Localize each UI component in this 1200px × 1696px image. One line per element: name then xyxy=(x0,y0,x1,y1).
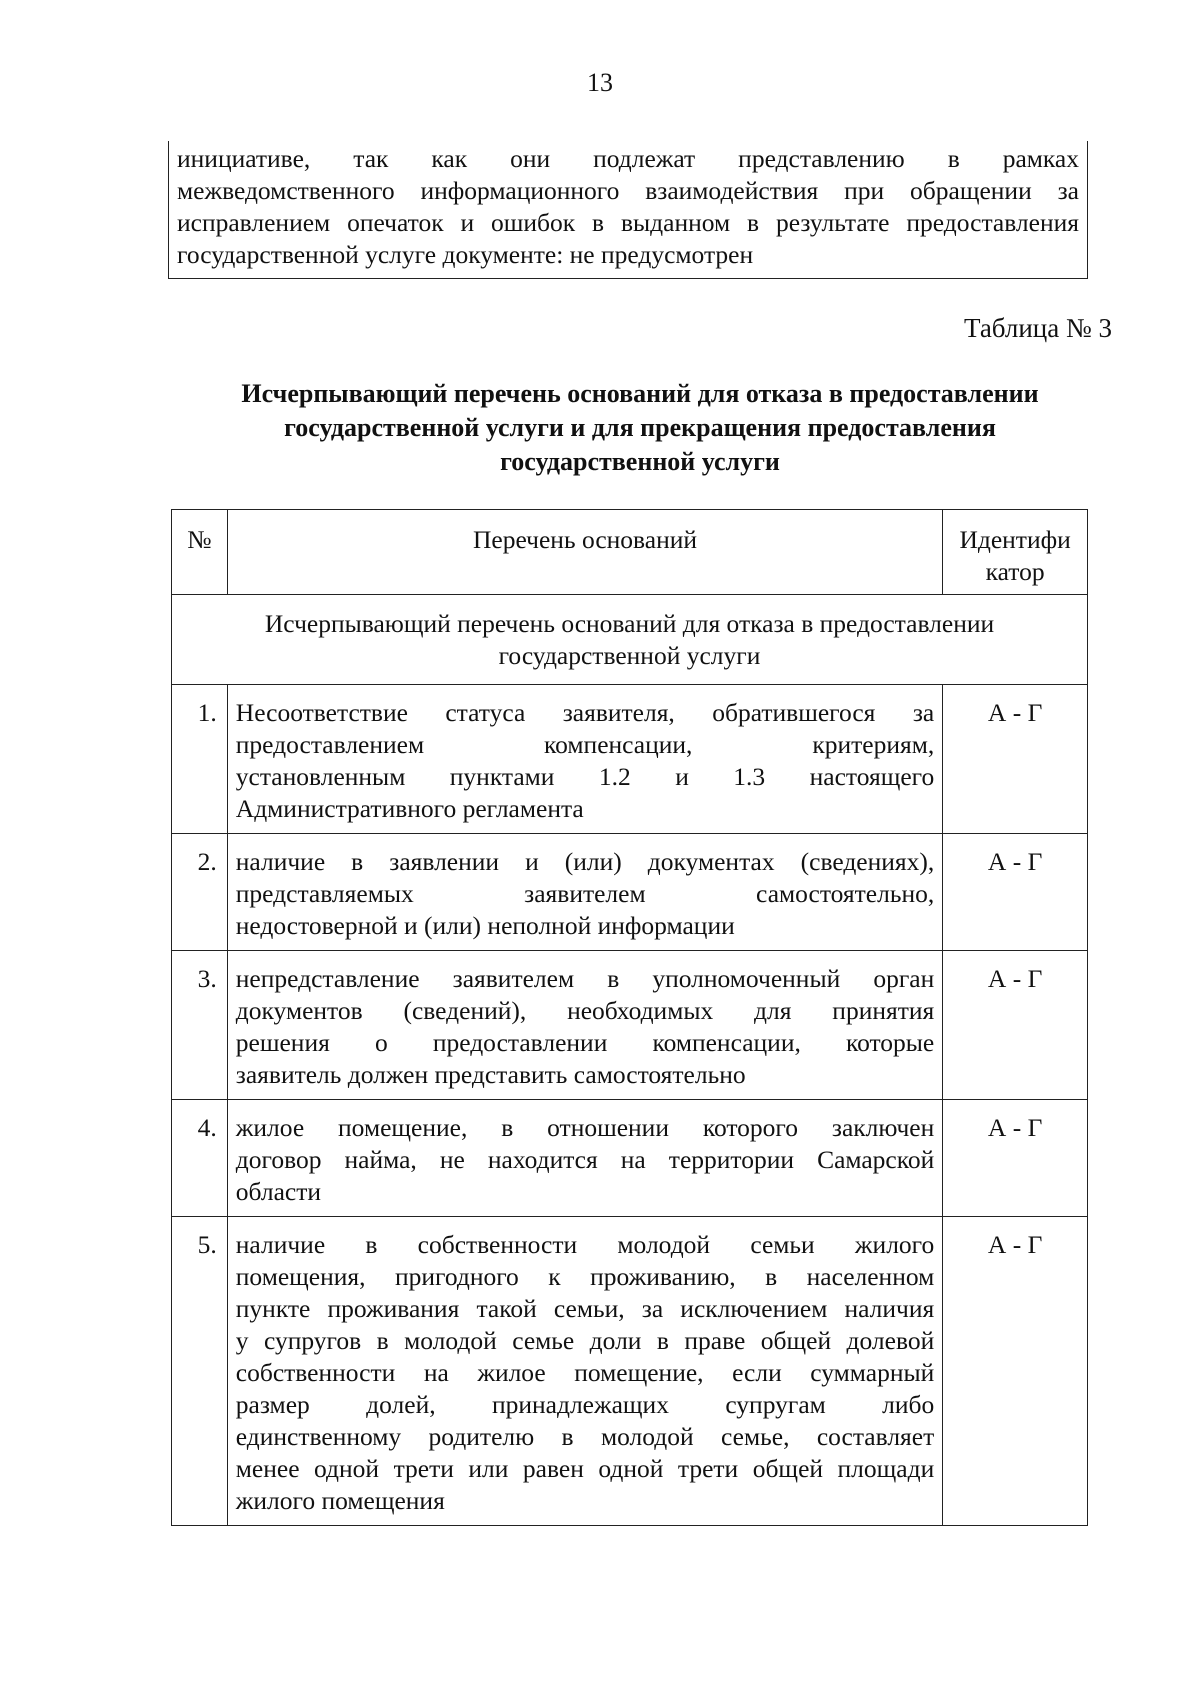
row-text-line: жилого помещения xyxy=(235,1486,445,1515)
row-text-line: области xyxy=(235,1177,322,1206)
row-text-line: наличие в собственности молодой семьи жилого xyxy=(235,1230,935,1259)
row-identifier: А - Г xyxy=(943,951,1088,1100)
row-text-line: Несоответствие статуса заявителя, обратившегося за xyxy=(235,698,935,727)
row-identifier: А - Г xyxy=(943,1100,1088,1217)
row-text-line: установленным пунктами 1.2 и 1.3 настоящего xyxy=(235,762,935,791)
table-header-row xyxy=(172,510,1088,595)
continuation-text-box xyxy=(168,141,1088,279)
row-text-line: договор найма, не находится на территории Самарской xyxy=(235,1145,935,1174)
header-grounds: Перечень оснований xyxy=(227,510,942,595)
continuation-line: межведомственного информационного взаимодействия при обращении за xyxy=(177,176,1079,205)
row-text xyxy=(227,834,942,951)
continuation-line: государственной услуге документе: не предусмотрен xyxy=(177,240,754,269)
header-identifier-line: Идентифи xyxy=(959,525,1071,554)
row-text-line: решения о предоставлении компенсации, которые xyxy=(235,1028,935,1057)
row-text-line: менее одной трети или равен одной трети общей площади xyxy=(235,1454,935,1483)
row-text-line: жилое помещение, в отношении которого заключен xyxy=(235,1113,935,1142)
row-number: 3. xyxy=(172,951,228,1100)
row-identifier: А - Г xyxy=(943,685,1088,834)
row-text xyxy=(227,685,942,834)
continuation-line: инициативе, так как они подлежат представлению в рамках xyxy=(177,144,1079,173)
section-heading xyxy=(172,595,1088,685)
row-text-line: собственности на жилое помещение, если суммарный xyxy=(235,1358,935,1387)
row-text-line: у супругов в молодой семье доли в праве общей долевой xyxy=(235,1326,935,1355)
row-text-line: единственному родителю в молодой семье, составляет xyxy=(235,1422,935,1451)
header-identifier-line: катор xyxy=(985,557,1045,586)
table-row xyxy=(172,1217,1088,1526)
row-text-line: помещения, пригодного к проживанию, в населенном xyxy=(235,1262,935,1291)
row-text-line: представляемых заявителем самостоятельно, xyxy=(235,879,935,908)
section-heading-line: государственной услуги xyxy=(498,641,761,670)
row-identifier: А - Г xyxy=(943,1217,1088,1526)
row-text-line: пункте проживания такой семьи, за исключением наличия xyxy=(235,1294,935,1323)
row-number: 2. xyxy=(172,834,228,951)
table-title-line: Исчерпывающий перечень оснований для отказа в предоставлении xyxy=(241,379,1039,408)
row-text-line: наличие в заявлении и (или) документах (сведениях), xyxy=(235,847,935,876)
continuation-line: исправлением опечаток и ошибок в выданном в результате предоставления xyxy=(177,208,1079,237)
row-number: 5. xyxy=(172,1217,228,1526)
row-identifier: А - Г xyxy=(943,834,1088,951)
table-row xyxy=(172,951,1088,1100)
row-text-line: недостоверной и (или) неполной информации xyxy=(235,911,735,940)
row-text-line: Административного регламента xyxy=(235,794,584,823)
table-caption: Таблица № 3 xyxy=(964,313,1112,343)
row-number: 4. xyxy=(172,1100,228,1217)
row-text-line: документов (сведений), необходимых для принятия xyxy=(235,996,935,1025)
section-heading-line: Исчерпывающий перечень оснований для отказа в предоставлении xyxy=(264,609,995,638)
row-text-line: размер долей, принадлежащих супругам либо xyxy=(235,1390,935,1419)
section-row xyxy=(172,595,1088,685)
row-text xyxy=(227,1100,942,1217)
header-identifier xyxy=(943,510,1088,595)
header-number: № xyxy=(172,510,228,595)
row-number: 1. xyxy=(172,685,228,834)
row-text xyxy=(227,1217,942,1526)
table-title-line: государственной услуги xyxy=(500,447,780,476)
row-text-line: предоставлением компенсации, критериям, xyxy=(235,730,935,759)
table-row xyxy=(172,685,1088,834)
table-title xyxy=(160,377,1120,479)
table-row xyxy=(172,834,1088,951)
table-title-line: государственной услуги и для прекращения предоставления xyxy=(284,413,996,442)
page-number: 13 xyxy=(587,68,613,97)
table-row xyxy=(172,1100,1088,1217)
row-text xyxy=(227,951,942,1100)
grounds-table xyxy=(171,509,1088,1526)
row-text-line: непредставление заявителем в уполномоченный орган xyxy=(235,964,935,993)
row-text-line: заявитель должен представить самостоятельно xyxy=(235,1060,746,1089)
